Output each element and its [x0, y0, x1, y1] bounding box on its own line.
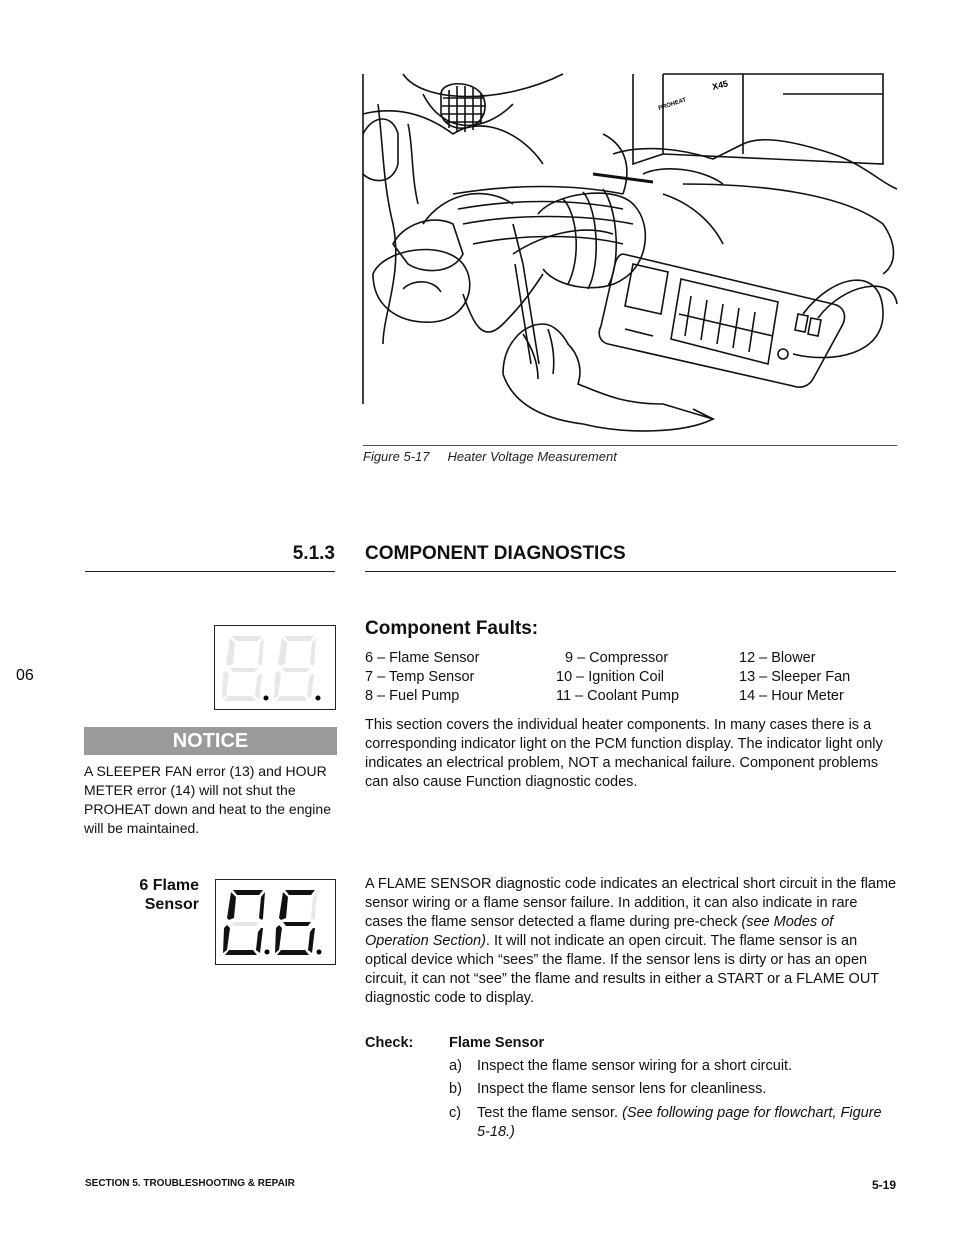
digit-left-off	[222, 636, 269, 701]
notice-text: A SLEEPER FAN error (13) and HOUR METER error (14) will not shut the PROHEAT down and heat to the engine will be maintained.	[84, 763, 331, 836]
figure-heater-voltage-measurement	[363, 74, 897, 444]
figure-number: Figure 5-17	[363, 449, 430, 464]
check-item	[449, 1057, 899, 1076]
check-item	[449, 1080, 899, 1099]
footer-page-number: 5-19	[871, 1178, 896, 1192]
section-rule-right	[365, 571, 896, 572]
heater-voltage-illustration	[363, 74, 897, 444]
check-item-letter: a)	[449, 1058, 462, 1074]
section-number: 5.1.3	[292, 543, 335, 564]
component-faults-intro: This section covers the individual heater components. In many cases there is a corresponding indicator light on the PCM function display. The indicator light only indicates an electrical problem, NOT a mechanical failure. Component problems can also cause Function diagnostic codes.	[365, 717, 883, 790]
figure-caption	[363, 449, 617, 464]
fault-item: 7 – Temp Sensor	[365, 669, 475, 685]
check-item-italic: (See following page for flowchart, Figure 5-18.)	[477, 1105, 882, 1140]
fault-item: 9 – Compressor	[565, 650, 669, 666]
check-label: Check:	[365, 1035, 414, 1051]
check-item-text-wrapper	[477, 1104, 887, 1142]
flame-sensor-description	[365, 875, 899, 1008]
figure-rule	[363, 445, 897, 446]
fault-item: 10 – Ignition Coil	[556, 669, 665, 685]
hand-icon	[613, 140, 897, 244]
figure-title: Heater Voltage Measurement	[447, 449, 617, 464]
component-faults-title: Component Faults:	[365, 618, 539, 639]
flame-sensor-desc-part1: A FLAME SENSOR diagnostic code indicates an electrical short circuit in the flame sensor wiring or a flame sensor failure. In addition, it can also indicate in rare cases the flame sensor detected a flame during pre-check	[365, 876, 897, 930]
flame-sensor-label	[120, 876, 199, 914]
check-title: Flame Sensor	[449, 1035, 545, 1051]
seven-segment-display-icon	[215, 626, 335, 709]
check-item-letter: b)	[449, 1081, 462, 1097]
notice-heading: NOTICE	[84, 727, 337, 755]
flame-sensor-desc-part2: . It will not indicate an open circuit. The flame sensor is an optical device which “sees” the flame. If the sensor lens is dirty or has an open circuit, it can not “see” the flame and results in either a START or a FLAME OUT diagnostic code to display.	[365, 933, 879, 1006]
heater-label-proheat: PROHEAT	[657, 97, 688, 112]
check-item-text: Test the flame sensor.	[477, 1105, 623, 1121]
fault-item: 13 – Sleeper Fan	[739, 669, 851, 685]
fault-item: 6 – Flame Sensor	[365, 650, 480, 666]
check-item-text: Inspect the flame sensor wiring for a short circuit.	[477, 1058, 793, 1074]
digit-right-off	[274, 636, 321, 701]
check-item-letter: c)	[449, 1105, 462, 1121]
led-display-blank	[214, 625, 336, 710]
flame-sensor-label-line2: Sensor	[144, 896, 199, 913]
fault-item: 8 – Fuel Pump	[365, 688, 460, 704]
digit-six	[275, 890, 322, 955]
flame-sensor-desc-italic: (see Modes of Operation Section)	[365, 914, 834, 949]
fault-item: 14 – Hour Meter	[739, 688, 844, 704]
fault-item: 12 – Blower	[739, 650, 816, 666]
flame-sensor-label-line1: 6 Flame	[139, 877, 199, 894]
multimeter-icon	[599, 254, 844, 387]
section-rule-left	[85, 571, 335, 572]
display-code-value: 06	[16, 667, 34, 684]
footer-section-label: SECTION 5. TROUBLESHOOTING & REPAIR	[85, 1178, 295, 1189]
heater-label-x45: X45	[711, 78, 730, 92]
section-title: COMPONENT DIAGNOSTICS	[365, 543, 626, 564]
fault-item: 11 – Coolant Pump	[556, 688, 680, 704]
check-item	[449, 1104, 899, 1142]
digit-zero	[223, 890, 270, 955]
check-item-text: Inspect the flame sensor lens for cleanliness.	[477, 1081, 767, 1097]
